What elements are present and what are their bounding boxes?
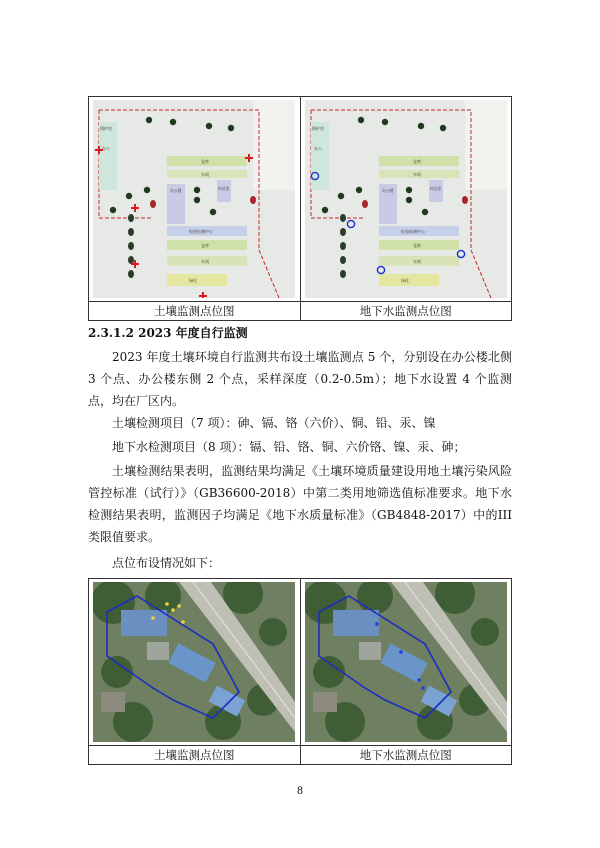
satellite-building [147, 642, 169, 660]
plan-tree [126, 193, 132, 199]
plan-label-gate: 传达室 [218, 186, 230, 191]
water-satellite-caption: 地下水监测点位图 [300, 746, 512, 764]
paragraph-soil-items: 土壤检测项目（7 项）：砷、镉、铬（六价）、铜、铅、汞、镍 [112, 416, 436, 430]
plan-tree [381, 119, 387, 125]
satellite-vegetation [471, 618, 499, 646]
plan-label-lab: 检验检测中心 [400, 229, 425, 234]
water-plan-cell [300, 97, 512, 301]
plan-tree [128, 242, 134, 250]
soil-satellite-image [93, 582, 295, 742]
plan-tree [405, 197, 411, 203]
satellite-vegetation [101, 656, 133, 688]
paragraph-summary: 2023 年度土壤环境自行监测共布设土壤监测点 5 个，分别设在办公楼北侧 3 个点、办公楼东侧 2 个点，采样深度（0.2-0.5m）；地下水设置 4 个监测点，均在厂区内。 [88, 350, 512, 408]
bottom-figure-table [88, 578, 512, 765]
paragraph-layout-intro: 点位布设情况如下： [112, 556, 221, 570]
plan-label-office2: 办公楼 [170, 188, 182, 193]
plan-tree [194, 187, 200, 193]
groundwater-sample-point [417, 678, 421, 682]
satellite-building [121, 610, 167, 636]
plan-tree [355, 187, 361, 193]
groundwater-site-plan [305, 100, 507, 298]
plan-red-tree [362, 200, 368, 208]
satellite-vegetation [259, 618, 287, 646]
water-satellite-cell [300, 579, 512, 745]
soil-sample-point [177, 604, 181, 608]
plan-tree [421, 209, 427, 215]
soil-site-plan [93, 100, 295, 298]
plan-tree [439, 125, 445, 131]
page-number: 8 [296, 786, 304, 797]
plan-label-warehouse: 仓库 [412, 159, 421, 164]
plan-tree [194, 197, 200, 203]
plan-tree [128, 214, 134, 222]
plan-tree [128, 270, 134, 278]
plan-label-workshop: 车间 [412, 172, 421, 177]
plan-tree [146, 117, 152, 123]
plan-building-gate [429, 180, 443, 202]
plan-tree [206, 123, 212, 129]
plan-building-boiler [99, 122, 117, 190]
groundwater-sample-point [375, 622, 379, 626]
water-plan-caption: 地下水监测点位图 [300, 302, 512, 320]
plan-tree [340, 214, 346, 222]
soil-sample-point [151, 616, 155, 620]
groundwater-sample-point [421, 686, 425, 690]
plan-tree [128, 228, 134, 236]
plan-tree [340, 228, 346, 236]
paragraph-results: 土壤检测结果表明，监测结果均满足《土壤环境质量建设用地土壤污染风险管控标准（试行）》（GB36600-2018）中第二类用地筛选值标准要求。地下水检测结果表明，监测因子均满足《地下水质量标准》（GB4848-2017）中的III类限值要求。 [88, 464, 512, 544]
plan-red-tree [250, 196, 256, 204]
top-figure-table [88, 96, 512, 321]
plan-tree [337, 193, 343, 199]
plan-label-gate: 传达室 [429, 186, 441, 191]
plan-label-boiler: 锅炉房 [311, 126, 324, 131]
satellite-building [333, 610, 379, 636]
plan-green [167, 274, 227, 286]
plan-tree [210, 209, 216, 215]
soil-satellite-caption: 土壤监测点位图 [154, 748, 235, 762]
plan-label-workshop2: 车间 [201, 259, 209, 264]
plan-label-workshop: 车间 [201, 172, 209, 177]
groundwater-sample-point [399, 650, 403, 654]
plan-red-tree [462, 196, 468, 204]
plan-tree [144, 187, 150, 193]
soil-plan-cell [89, 97, 300, 301]
soil-sample-point [165, 602, 169, 606]
plan-label-boiler: 锅炉房 [100, 126, 112, 131]
soil-satellite-cell [89, 579, 300, 745]
plan-tree [321, 207, 327, 213]
plan-label-lab: 检验检测中心 [189, 229, 213, 234]
section-heading: 2.3.1.2 2023 年度自行监测 [88, 326, 248, 340]
plan-tree [417, 123, 423, 129]
plan-building-gate [217, 180, 231, 202]
plan-tree [110, 207, 116, 213]
plan-tree [170, 119, 176, 125]
soil-plan-caption: 土壤监测点位图 [154, 304, 235, 318]
plan-red-tree [150, 200, 156, 208]
soil-sample-point [171, 608, 175, 612]
plan-label-warehouse2: 仓库 [201, 243, 209, 248]
paragraph-water-items: 地下水检测项目（8 项）：镉、铅、铬、铜、六价铬、镍、汞、砷； [112, 440, 466, 454]
plan-label-green: 绿化 [189, 278, 197, 283]
plan-label-warehouse2: 仓库 [412, 243, 421, 248]
plan-tree [340, 270, 346, 278]
plan-label-office: 办公 [102, 146, 110, 151]
satellite-building [313, 692, 337, 712]
plan-label-workshop2: 车间 [412, 259, 421, 264]
plan-tree [357, 117, 363, 123]
plan-label-green: 绿化 [400, 278, 409, 283]
satellite-vegetation [313, 656, 345, 688]
satellite-building [101, 692, 125, 712]
satellite-building [359, 642, 381, 660]
plan-tree [405, 187, 411, 193]
plan-label-office: 办公 [313, 146, 322, 151]
plan-label-office2: 办公楼 [381, 188, 393, 193]
plan-green [379, 274, 439, 286]
plan-tree [228, 125, 234, 131]
plan-tree [128, 256, 134, 264]
soil-sample-point [181, 620, 185, 624]
plan-tree [340, 256, 346, 264]
plan-tree [340, 242, 346, 250]
plan-label-warehouse: 仓库 [201, 159, 209, 164]
groundwater-satellite-image [305, 582, 507, 742]
